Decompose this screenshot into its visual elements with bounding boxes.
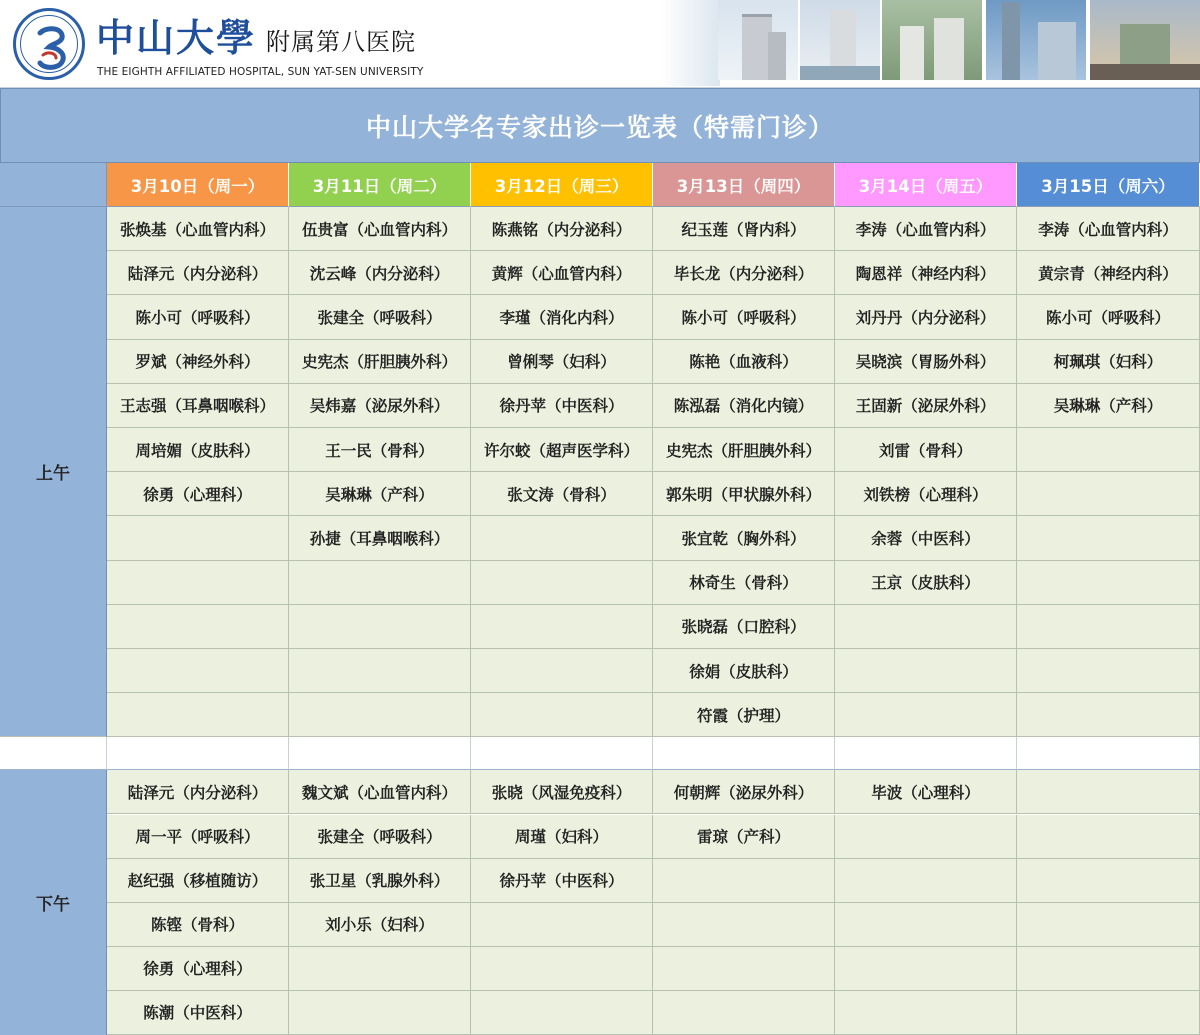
session-gap	[1017, 737, 1200, 770]
empty-slot	[1017, 991, 1200, 1035]
doctor-slot: 刘小乐（妇科）	[289, 903, 471, 947]
day-header: 3月10日（周一）	[107, 163, 289, 207]
doctor-slot: 孙捷（耳鼻咽喉科）	[289, 516, 471, 560]
doctor-slot: 纪玉莲（肾内科）	[653, 207, 835, 251]
empty-slot	[107, 649, 289, 693]
doctor-slot: 毕长龙（内分泌科）	[653, 251, 835, 295]
empty-slot	[835, 693, 1017, 737]
session-gap	[107, 737, 289, 770]
empty-slot	[1017, 605, 1200, 649]
empty-slot	[1017, 947, 1200, 991]
university-name: 中山大學	[96, 15, 257, 60]
doctor-slot: 陆泽元（内分泌科）	[107, 770, 289, 814]
hospital-header	[0, 0, 1200, 88]
doctor-slot: 郭朱明（甲状腺外科）	[653, 472, 835, 516]
doctor-slot: 李涛（心血管内科）	[1017, 207, 1200, 251]
doctor-slot: 柯珮琪（妇科）	[1017, 340, 1200, 384]
doctor-slot: 黄辉（心血管内科）	[471, 251, 653, 295]
expert-schedule-table	[0, 163, 1200, 1035]
empty-slot	[107, 693, 289, 737]
doctor-slot: 陈潮（中医科）	[107, 991, 289, 1035]
empty-slot	[471, 903, 653, 947]
table-corner	[0, 163, 107, 207]
doctor-slot: 徐娟（皮肤科）	[653, 649, 835, 693]
session-label-morning: 上午	[0, 207, 107, 737]
doctor-slot: 曾俐琴（妇科）	[471, 340, 653, 384]
doctor-slot: 张晓磊（口腔科）	[653, 605, 835, 649]
day-header: 3月12日（周三）	[471, 163, 653, 207]
building-photo	[800, 0, 880, 80]
empty-slot	[835, 815, 1017, 859]
building-photo	[986, 0, 1086, 80]
doctor-slot: 陈铿（骨科）	[107, 903, 289, 947]
doctor-slot: 林奇生（骨科）	[653, 561, 835, 605]
empty-slot	[289, 561, 471, 605]
doctor-slot: 符霞（护理）	[653, 693, 835, 737]
day-header: 3月13日（周四）	[653, 163, 835, 207]
empty-slot	[107, 516, 289, 560]
schedule-title: 中山大学名专家出诊一览表（特需门诊）	[365, 112, 834, 142]
doctor-slot: 陈燕铭（内分泌科）	[471, 207, 653, 251]
doctor-slot: 徐丹苹（中医科）	[471, 859, 653, 903]
doctor-slot: 吴晓滨（胃肠外科）	[835, 340, 1017, 384]
empty-slot	[289, 991, 471, 1035]
empty-slot	[835, 903, 1017, 947]
hospital-logo-seal	[13, 8, 85, 80]
doctor-slot: 陶恩祥（神经内科）	[835, 251, 1017, 295]
doctor-slot: 雷琼（产科）	[653, 815, 835, 859]
doctor-slot: 毕波（心理科）	[835, 770, 1017, 814]
doctor-slot: 徐勇（心理科）	[107, 472, 289, 516]
session-gap	[289, 737, 471, 770]
hospital-photo-strip	[660, 0, 1200, 86]
empty-slot	[289, 693, 471, 737]
doctor-slot: 张卫星（乳腺外科）	[289, 859, 471, 903]
doctor-slot: 张建全（呼吸科）	[289, 295, 471, 339]
doctor-slot: 刘丹丹（内分泌科）	[835, 295, 1017, 339]
doctor-slot: 陈小可（呼吸科）	[1017, 295, 1200, 339]
empty-slot	[1017, 815, 1200, 859]
doctor-slot: 王一民（骨科）	[289, 428, 471, 472]
day-header: 3月11日（周二）	[289, 163, 471, 207]
building-photo	[882, 0, 982, 80]
doctor-slot: 陈艳（血液科）	[653, 340, 835, 384]
session-gap	[471, 737, 653, 770]
doctor-slot: 陈小可（呼吸科）	[107, 295, 289, 339]
empty-slot	[471, 693, 653, 737]
empty-slot	[1017, 903, 1200, 947]
empty-slot	[835, 605, 1017, 649]
empty-slot	[1017, 859, 1200, 903]
empty-slot	[653, 947, 835, 991]
day-header: 3月14日（周五）	[835, 163, 1017, 207]
hospital-name-en: THE EIGHTH AFFILIATED HOSPITAL, SUN YAT-SEN UNIVERSITY	[97, 66, 424, 78]
empty-slot	[289, 947, 471, 991]
empty-slot	[1017, 516, 1200, 560]
empty-slot	[471, 947, 653, 991]
doctor-slot: 史宪杰（肝胆胰外科）	[289, 340, 471, 384]
doctor-slot: 黄宗青（神经内科）	[1017, 251, 1200, 295]
doctor-slot: 徐丹苹（中医科）	[471, 384, 653, 428]
empty-slot	[289, 649, 471, 693]
building-photo	[1090, 0, 1200, 80]
doctor-slot: 周一平（呼吸科）	[107, 815, 289, 859]
doctor-slot: 陈泓磊（消化内镜）	[653, 384, 835, 428]
empty-slot	[471, 649, 653, 693]
doctor-slot: 张焕基（心血管内科）	[107, 207, 289, 251]
building-photo	[718, 0, 798, 80]
empty-slot	[1017, 649, 1200, 693]
empty-slot	[1017, 472, 1200, 516]
empty-slot	[835, 991, 1017, 1035]
empty-slot	[653, 903, 835, 947]
doctor-slot: 魏文斌（心血管内科）	[289, 770, 471, 814]
doctor-slot: 余蓉（中医科）	[835, 516, 1017, 560]
empty-slot	[289, 605, 471, 649]
empty-slot	[471, 991, 653, 1035]
doctor-slot: 何朝辉（泌尿外科）	[653, 770, 835, 814]
schedule-title-bar	[0, 88, 1200, 163]
empty-slot	[471, 605, 653, 649]
doctor-slot: 王京（皮肤科）	[835, 561, 1017, 605]
doctor-slot: 刘铁榜（心理科）	[835, 472, 1017, 516]
doctor-slot: 张晓（风湿免疫科）	[471, 770, 653, 814]
empty-slot	[1017, 561, 1200, 605]
doctor-slot: 周瑾（妇科）	[471, 815, 653, 859]
empty-slot	[835, 859, 1017, 903]
hospital-name-cn	[96, 16, 416, 60]
hospital-emblem-icon	[16, 11, 88, 83]
doctor-slot: 罗斌（神经外科）	[107, 340, 289, 384]
doctor-slot: 周培媚（皮肤科）	[107, 428, 289, 472]
doctor-slot: 陈小可（呼吸科）	[653, 295, 835, 339]
empty-slot	[653, 859, 835, 903]
empty-slot	[835, 947, 1017, 991]
doctor-slot: 王固新（泌尿外科）	[835, 384, 1017, 428]
doctor-slot: 王志强（耳鼻咽喉科）	[107, 384, 289, 428]
doctor-slot: 徐勇（心理科）	[107, 947, 289, 991]
empty-slot	[835, 649, 1017, 693]
doctor-slot: 吴炜嘉（泌尿外科）	[289, 384, 471, 428]
empty-slot	[1017, 693, 1200, 737]
empty-slot	[107, 561, 289, 605]
doctor-slot: 赵纪强（移植随访）	[107, 859, 289, 903]
doctor-slot: 伍贵富（心血管内科）	[289, 207, 471, 251]
doctor-slot: 吴琳琳（产科）	[289, 472, 471, 516]
empty-slot	[1017, 770, 1200, 814]
empty-slot	[471, 561, 653, 605]
doctor-slot: 李瑾（消化内科）	[471, 295, 653, 339]
empty-slot	[107, 605, 289, 649]
doctor-slot: 史宪杰（肝胆胰外科）	[653, 428, 835, 472]
hospital-name: 附属第八医院	[266, 28, 417, 56]
session-gap	[653, 737, 835, 770]
doctor-slot: 吴琳琳（产科）	[1017, 384, 1200, 428]
session-gap	[0, 737, 107, 770]
empty-slot	[1017, 428, 1200, 472]
doctor-slot: 李涛（心血管内科）	[835, 207, 1017, 251]
empty-slot	[653, 991, 835, 1035]
doctor-slot: 张建全（呼吸科）	[289, 815, 471, 859]
doctor-slot: 陆泽元（内分泌科）	[107, 251, 289, 295]
doctor-slot: 刘雷（骨科）	[835, 428, 1017, 472]
doctor-slot: 沈云峰（内分泌科）	[289, 251, 471, 295]
session-gap	[835, 737, 1017, 770]
session-label-afternoon: 下午	[0, 770, 107, 1035]
doctor-slot: 许尔蛟（超声医学科）	[471, 428, 653, 472]
empty-slot	[471, 516, 653, 560]
doctor-slot: 张文涛（骨科）	[471, 472, 653, 516]
doctor-slot: 张宜乾（胸外科）	[653, 516, 835, 560]
day-header: 3月15日（周六）	[1017, 163, 1200, 207]
